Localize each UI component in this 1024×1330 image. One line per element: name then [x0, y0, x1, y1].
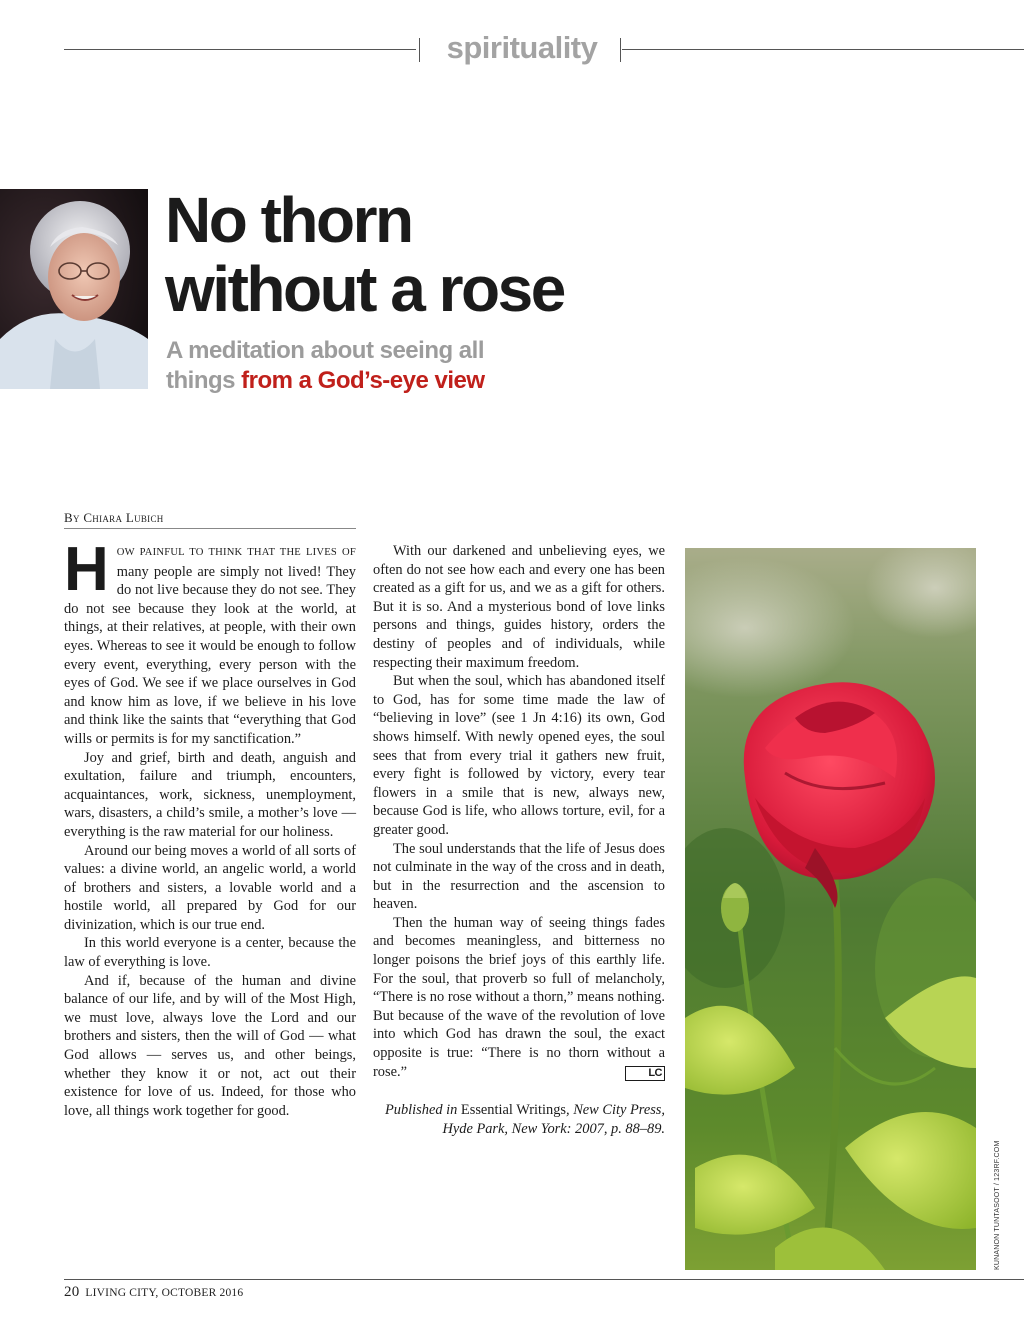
- paragraph-6: With our darkened and unbelieving eyes, we often do not see how each and every one has been created as a gift for us, and we as a gift for others. But it is so. And a mysterious bond of love links persons and things, guides history, orders the destiny of peoples and of individuals, while respecting their maximum freedom.: [373, 543, 665, 671]
- page-footer: [64, 1284, 243, 1301]
- paragraph-5: And if, because of the human and divine balance of our life, and by will of the Most High, we must love, always love the Lord and our brothers and sisters, then the will of God — what God allows — serves us, and other beings, whether they know it or not, act out their existence for love of us. Indeed, for those who love, all things work together for good.: [64, 972, 356, 1119]
- lead-in-caps: OW PAINFUL TO THINK THAT THE LIVES OF: [116, 547, 356, 558]
- subtitle-line-2: [166, 366, 686, 396]
- paragraph-1-text: many people are simply not lived! They do not live because they do not see. They do not see because they look at the world, at things, at their relatives, at people, with their own eyes. Whereas to see it would be enough to follow every event, everything, every person with the eyes of God. We see if we place ourselves in God and know him as love, if we believe in his love and think like the saints that “everything that God wills or permits is for my sanctification.”: [64, 563, 356, 747]
- subtitle-red-part: from a God’s-eye view: [241, 367, 485, 394]
- header-tick-right: [620, 38, 621, 62]
- paragraph-4: In this world everyone is a center, because the law of everything is love.: [64, 935, 356, 971]
- title-line-1: No thorn: [165, 184, 412, 256]
- photo-credit: KUNANON TUNTASOOT / 123RF.COM: [994, 1140, 1001, 1270]
- page-number: 20: [64, 1284, 80, 1300]
- paragraph-1: [64, 535, 356, 749]
- citation-part-1: Published in: [384, 1102, 461, 1119]
- rose-photo: [685, 548, 976, 1270]
- byline: By Chiara Lubich: [64, 510, 164, 525]
- subtitle-gray-part: things: [166, 367, 242, 394]
- body-column-1: [64, 535, 356, 1120]
- publication-info: LIVING CITY, OCTOBER 2016: [85, 1287, 244, 1299]
- byline-rule: [64, 528, 356, 529]
- title-line-2: without a rose: [165, 253, 564, 325]
- citation-book-title: Essential Writings: [460, 1102, 566, 1119]
- subtitle-line-1: A meditation about seeing all: [166, 337, 484, 364]
- section-label: spirituality: [446, 30, 598, 65]
- body-column-2: [373, 542, 665, 1138]
- paragraph-7: But when the soul, which has abandoned itself to God, has for some time made the law of “believing in love” (see 1 Jn 4:16) its own, God shows himself. With newly opened eyes, the soul sees that from every trial it gathers new fruit, every fight is followed by victory, every tear flowers in a smile that is new, always new, because God is life, who allows torture, evil, for a greater good.: [373, 673, 665, 838]
- citation: [373, 1101, 665, 1138]
- author-portrait: [0, 189, 148, 389]
- citation-part-2: , New City Press, Hyde Park, New York: 2007, p. 88–89.: [442, 1102, 665, 1137]
- paragraph-3: Around our being moves a world of all sorts of values: a divine world, an angelic world, a world of brothers and sisters, a lovable world and a hostile world, all prepared by God for our divinization, which is our true end.: [64, 842, 356, 933]
- header-tick-left: [419, 38, 420, 62]
- header-rule-left: [64, 49, 416, 50]
- paragraph-9: [373, 914, 665, 1081]
- end-mark-icon: LC: [625, 1066, 665, 1081]
- drop-cap: H: [64, 535, 109, 604]
- paragraph-2: Joy and grief, birth and death, anguish and exultation, failure and triumph, encounters, acquaintances, work, sickness, unemployment, wars, disasters, a child’s smile, a mother’s love — everything is the raw material for our holiness.: [64, 749, 356, 840]
- paragraph-8: The soul understands that the life of Jesus does not culminate in the way of the cross and in death, but in the resurrection and the ascension to heaven.: [373, 840, 665, 913]
- header-rule-right: [622, 49, 1024, 50]
- article-subtitle: [166, 336, 686, 396]
- article-title: [165, 186, 685, 324]
- footer-rule: [64, 1279, 1024, 1280]
- paragraph-9-text: Then the human way of seeing things fades and becomes meaningless, and bitterness no longer poisons the brief joys of this earthly life. For the soul, that proverb so full of melancholy, “There is no rose without a thorn,” means nothing. But because of the wave of the revolution of love into which God has drawn the soul, the exact opposite is true: “There is no thorn without a rose.”: [373, 914, 665, 1080]
